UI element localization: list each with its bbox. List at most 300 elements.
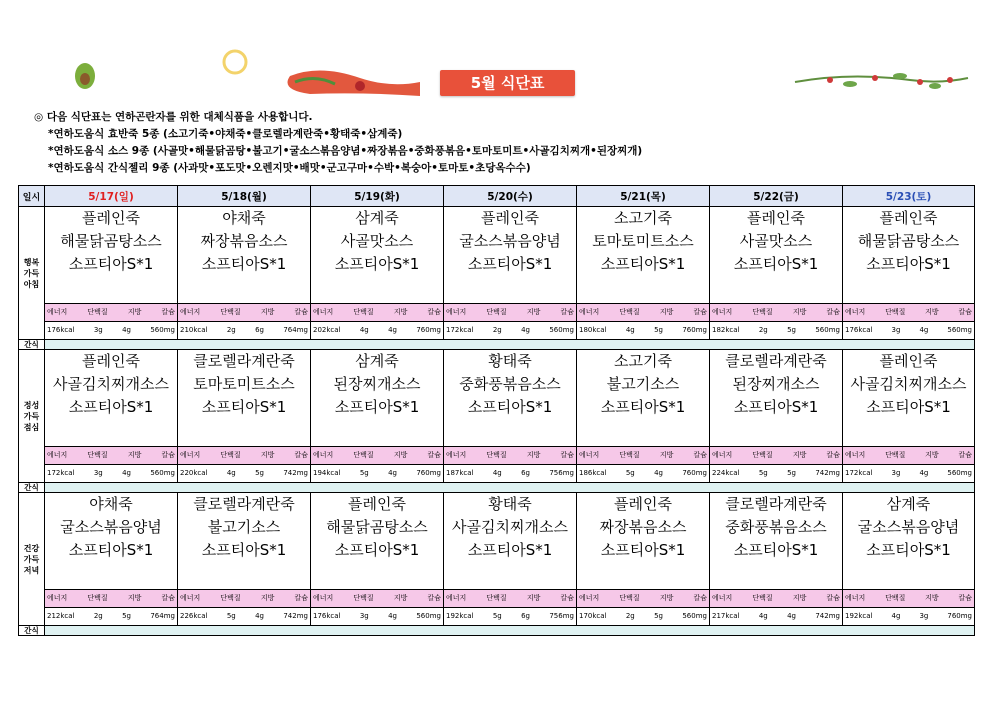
menu-item: 사골맛소스 [340, 232, 414, 250]
nutrient-value: 742mg [283, 469, 308, 477]
menu-cell [577, 493, 710, 590]
nutrient-label: 칼슘 [826, 594, 840, 602]
nutrient-header-cell [577, 590, 710, 608]
nutrient-values [311, 608, 443, 625]
nutrient-value: 2g [758, 326, 768, 334]
nutrient-value: 756mg [549, 469, 574, 477]
nutrient-label: 칼슘 [958, 594, 972, 602]
nutrient-value-cell [311, 322, 444, 340]
nutrient-values [45, 465, 177, 482]
nutrient-header-cell [45, 590, 178, 608]
nutrient-label: 에너지 [180, 594, 201, 602]
nutrient-value: 5g [492, 612, 502, 620]
nutrient-value-cell [444, 465, 577, 483]
nutrient-values [710, 322, 842, 339]
nutrient-label: 에너지 [712, 594, 733, 602]
nutrient-value-cell [311, 465, 444, 483]
nutrient-label: 칼슘 [161, 451, 175, 459]
nutrient-labels [843, 447, 974, 464]
menu-item: 토마토미트소스 [193, 375, 295, 393]
menu-item: 사골김치찌개소스 [53, 375, 169, 393]
meal-label-line: 점심 [23, 422, 40, 432]
nutrient-label: 지방 [127, 594, 142, 602]
nutrient-label: 지방 [526, 308, 541, 316]
nutrient-value: 764mg [150, 612, 175, 620]
nutrient-value: 5g [787, 326, 796, 334]
nutrient-value: 4g [919, 469, 929, 477]
nutrient-label: 에너지 [845, 308, 866, 316]
menu-cell [444, 207, 577, 304]
nutrient-value: 4g [492, 469, 502, 477]
nutrient-value: 4g [122, 326, 131, 334]
nutrient-label: 단백질 [752, 594, 773, 602]
food-decoration-left [60, 48, 420, 98]
nutrient-labels [444, 590, 576, 607]
nutrient-value: 217kcal [712, 612, 740, 620]
nutrient-value: 4g [654, 469, 663, 477]
nutrient-label: 칼슘 [427, 451, 441, 459]
nutrient-value: 6g [255, 326, 264, 334]
nutrient-label: 칼슘 [427, 594, 441, 602]
nutrient-value-row [19, 322, 975, 340]
nutrient-value: 3g [891, 469, 901, 477]
menu-item: 소고기죽 [614, 352, 672, 370]
nutrient-label: 단백질 [885, 308, 906, 316]
nutrient-label: 단백질 [353, 451, 374, 459]
nutrient-header-cell [577, 304, 710, 322]
nutrient-header-cell [444, 447, 577, 465]
nutrient-value-cell [45, 465, 178, 483]
nutrient-value: 4g [359, 326, 369, 334]
menu-cell [843, 207, 975, 304]
nutrient-value: 2g [226, 326, 236, 334]
menu-item: 플레인죽 [747, 209, 805, 227]
nutrient-value-cell [577, 322, 710, 340]
nutrient-value: 186kcal [579, 469, 607, 477]
nutrient-value: 4g [388, 612, 397, 620]
menu-cell [843, 493, 975, 590]
nutrient-label: 단백질 [619, 451, 640, 459]
nutrient-header-cell [444, 304, 577, 322]
nutrient-value: 3g [93, 469, 103, 477]
menu-cell [311, 207, 444, 304]
nutrient-value: 172kcal [446, 326, 474, 334]
menu-item: 중화풍볶음소스 [725, 518, 827, 536]
menu-item: 클로렐라계란죽 [193, 495, 295, 513]
nutrient-labels [577, 590, 709, 607]
notice-section [34, 109, 642, 177]
nutrient-value-cell [178, 465, 311, 483]
nutrient-value: 3g [359, 612, 369, 620]
nutrient-value: 560mg [416, 612, 441, 620]
nutrient-label: 에너지 [845, 451, 866, 459]
nutrient-value: 756mg [549, 612, 574, 620]
nutrient-label: 단백질 [220, 451, 241, 459]
nutrient-values [577, 322, 709, 339]
nutrient-value: 5g [625, 469, 635, 477]
menu-item: 불고기소스 [207, 518, 281, 536]
nutrient-labels [843, 304, 974, 321]
nutrient-label: 단백질 [885, 451, 906, 459]
nutrient-label: 에너지 [313, 594, 334, 602]
nutrient-value: 192kcal [845, 612, 873, 620]
meal-label-line: 가득 [23, 411, 40, 421]
date-header: 5/23(토) [843, 186, 975, 207]
nutrient-label: 단백질 [87, 594, 108, 602]
nutrient-header-cell [178, 304, 311, 322]
nutrient-label: 지방 [260, 594, 275, 602]
menu-item: 소프티아S*1 [68, 398, 154, 416]
nutrient-value: 742mg [815, 469, 840, 477]
meal-label-line: 아침 [23, 279, 40, 289]
menu-title: 5월 식단표 [440, 70, 575, 96]
notice-porridge: *연하도움식 효반죽 5종 (소고기죽•야채죽•클로렐라계란죽•황태죽•삼계죽) [48, 128, 403, 140]
menu-item: 플레인죽 [348, 495, 406, 513]
menu-item: 소프티아S*1 [866, 398, 951, 416]
meal-label [19, 350, 45, 483]
nutrient-label: 지방 [260, 451, 275, 459]
snack-row [19, 626, 975, 636]
nutrient-value: 764mg [283, 326, 308, 334]
nutrient-value: 192kcal [446, 612, 474, 620]
menu-cell [45, 493, 178, 590]
menu-item: 소프티아S*1 [467, 398, 553, 416]
nutrient-label: 에너지 [712, 308, 733, 316]
nutrient-label: 칼슘 [826, 308, 840, 316]
meal-label [19, 207, 45, 340]
menu-item: 플레인죽 [82, 209, 140, 227]
nutrient-label: 에너지 [180, 308, 201, 316]
nutrient-value: 170kcal [579, 612, 607, 620]
date-header-label: 일시 [19, 186, 45, 207]
nutrient-value-cell [710, 608, 843, 626]
nutrient-values [178, 322, 310, 339]
nutrient-labels [311, 447, 443, 464]
menu-item: 굴소스볶음양념 [857, 518, 960, 536]
nutrient-label: 단백질 [885, 594, 906, 602]
nutrient-label: 단백질 [486, 451, 507, 459]
menu-item: 해물닭곰탕소스 [857, 232, 960, 250]
menu-item: 황태죽 [488, 352, 532, 370]
nutrient-labels [444, 447, 576, 464]
snack-label: 간식 [19, 626, 45, 636]
menu-cell [710, 493, 843, 590]
nutrient-value-cell [444, 322, 577, 340]
nutrient-value-cell [577, 608, 710, 626]
menu-item: 소프티아S*1 [201, 398, 287, 416]
nutrient-label: 에너지 [47, 594, 68, 602]
nutrient-value: 182kcal [712, 326, 740, 334]
nutrient-label: 에너지 [313, 451, 334, 459]
nutrient-value: 187kcal [446, 469, 474, 477]
snack-row [19, 340, 975, 350]
nutrient-value: 742mg [815, 612, 840, 620]
nutrient-header-cell [444, 590, 577, 608]
nutrient-value: 6g [521, 469, 530, 477]
nutrient-labels [710, 304, 842, 321]
menu-item: 소프티아S*1 [334, 255, 420, 273]
notice-jelly: *연하도움식 간식젤리 9종 (사과맛•포도맛•오렌지맛•배맛•군고구마•수박•복숭아•토마토•초당옥수수) [48, 162, 531, 174]
nutrient-header-cell [178, 447, 311, 465]
nutrient-labels [710, 447, 842, 464]
meal-row [19, 350, 975, 447]
menu-item: 소프티아S*1 [334, 398, 420, 416]
nutrient-value-cell [577, 465, 710, 483]
menu-cell [577, 207, 710, 304]
nutrient-value: 5g [758, 469, 768, 477]
nutrient-label: 단백질 [353, 308, 374, 316]
menu-item: 플레인죽 [481, 209, 539, 227]
nutrient-value: 4g [758, 612, 768, 620]
date-header: 5/20(수) [444, 186, 577, 207]
snack-cell [45, 483, 975, 493]
nutrient-values [444, 608, 576, 625]
nutrient-header-cell [311, 447, 444, 465]
nutrient-value: 760mg [947, 612, 972, 620]
nutrient-value: 5g [255, 469, 264, 477]
menu-item: 클로렐라계란죽 [725, 352, 827, 370]
menu-item: 소프티아S*1 [201, 255, 287, 273]
menu-item: 불고기소스 [606, 375, 680, 393]
nutrient-labels [311, 304, 443, 321]
menu-item: 해물닭곰탕소스 [60, 232, 162, 250]
menu-item: 야채죽 [222, 209, 266, 227]
menu-cell [45, 207, 178, 304]
nutrient-label: 칼슘 [427, 308, 441, 316]
nutrient-values [311, 465, 443, 482]
nutrient-label: 칼슘 [161, 594, 175, 602]
menu-item: 클로렐라계란죽 [725, 495, 827, 513]
nutrient-header-cell [710, 590, 843, 608]
nutrient-values [444, 465, 576, 482]
nutrient-value: 220kcal [180, 469, 208, 477]
nutrient-value-cell [843, 608, 975, 626]
menu-item: 소프티아S*1 [733, 541, 819, 559]
nutrient-labels [45, 590, 177, 607]
menu-item: 황태죽 [488, 495, 532, 513]
nutrient-label: 에너지 [446, 308, 467, 316]
menu-item: 플레인죽 [879, 352, 938, 370]
nutrient-label: 에너지 [579, 308, 600, 316]
nutrient-value: 180kcal [579, 326, 607, 334]
nutrient-label: 지방 [127, 308, 142, 316]
nutrient-label: 단백질 [353, 594, 374, 602]
nutrient-header-cell [45, 447, 178, 465]
date-header: 5/17(일) [45, 186, 178, 207]
nutrient-label: 에너지 [47, 451, 68, 459]
menu-item: 소프티아S*1 [866, 541, 951, 559]
nutrient-value: 5g [654, 612, 663, 620]
menu-item: 된장찌개소스 [732, 375, 820, 393]
nutrient-labels [178, 447, 310, 464]
menu-item: 사골김치찌개소스 [850, 375, 967, 393]
nutrient-value: 3g [93, 326, 103, 334]
nutrient-values [45, 322, 177, 339]
snack-label: 간식 [19, 483, 45, 493]
snack-row [19, 483, 975, 493]
menu-cell [710, 350, 843, 447]
nutrient-value: 760mg [416, 469, 441, 477]
nutrient-label: 칼슘 [958, 308, 972, 316]
nutrient-header-cell [311, 304, 444, 322]
menu-cell [178, 207, 311, 304]
meal-label-line: 가득 [23, 268, 40, 278]
nutrient-value: 6g [521, 612, 530, 620]
nutrient-label: 에너지 [446, 451, 467, 459]
nutrient-value: 4g [787, 612, 796, 620]
nutrient-value: 210kcal [180, 326, 208, 334]
date-header: 5/21(목) [577, 186, 710, 207]
meal-row [19, 207, 975, 304]
menu-item: 소프티아S*1 [866, 255, 951, 273]
nutrient-label: 지방 [792, 594, 807, 602]
menu-item: 소프티아S*1 [68, 541, 154, 559]
date-header: 5/18(월) [178, 186, 311, 207]
nutrient-value-cell [45, 608, 178, 626]
nutrient-label: 지방 [393, 594, 408, 602]
nutrient-value: 760mg [416, 326, 441, 334]
menu-item: 사골맛소스 [739, 232, 813, 250]
nutrient-value: 2g [492, 326, 502, 334]
nutrient-values [577, 465, 709, 482]
menu-item: 소고기죽 [614, 209, 672, 227]
nutrient-value-row [19, 608, 975, 626]
menu-cell [178, 493, 311, 590]
nutrient-value: 2g [93, 612, 103, 620]
nutrient-header-row [19, 590, 975, 608]
nutrient-label: 지방 [925, 594, 939, 602]
nutrient-value: 4g [388, 326, 397, 334]
nutrient-values [843, 465, 974, 482]
nutrient-values [843, 608, 974, 625]
menu-item: 소프티아S*1 [733, 255, 819, 273]
menu-item: 굴소스볶음양념 [459, 232, 561, 250]
nutrient-values [45, 608, 177, 625]
nutrient-label: 칼슘 [294, 594, 308, 602]
nutrient-value: 3g [919, 612, 929, 620]
nutrient-header-cell [843, 304, 975, 322]
date-header: 5/22(금) [710, 186, 843, 207]
herb-decoration-right [790, 66, 970, 96]
nutrient-label: 단백질 [87, 308, 108, 316]
menu-item: 토마토미트소스 [592, 232, 694, 250]
nutrient-value: 3g [891, 326, 901, 334]
menu-item: 소프티아S*1 [334, 541, 420, 559]
meal-label-line: 정성 [23, 400, 40, 410]
menu-item: 소프티아S*1 [201, 541, 287, 559]
meal-label-line: 행복 [23, 257, 40, 267]
nutrient-label: 단백질 [220, 308, 241, 316]
menu-item: 소프티아S*1 [733, 398, 819, 416]
menu-table [18, 185, 975, 636]
menu-item: 플레인죽 [879, 209, 938, 227]
menu-item: 굴소스볶음양념 [60, 518, 162, 536]
nutrient-label: 칼슘 [161, 308, 175, 316]
nutrient-values [843, 322, 974, 339]
menu-item: 클로렐라계란죽 [193, 352, 295, 370]
nutrient-value-cell [311, 608, 444, 626]
meal-label [19, 493, 45, 626]
menu-item: 삼계죽 [355, 209, 399, 227]
nutrient-value: 4g [388, 469, 397, 477]
date-header: 5/19(화) [311, 186, 444, 207]
snack-cell [45, 626, 975, 636]
nutrient-values [577, 608, 709, 625]
nutrient-value: 560mg [150, 469, 175, 477]
nutrient-values [444, 322, 576, 339]
nutrient-value-cell [843, 322, 975, 340]
nutrient-value: 202kcal [313, 326, 341, 334]
nutrient-value: 176kcal [47, 326, 75, 334]
menu-cell [444, 350, 577, 447]
menu-item: 소프티아S*1 [600, 398, 686, 416]
nutrient-value-cell [178, 322, 311, 340]
nutrient-label: 단백질 [619, 308, 640, 316]
menu-item: 플레인죽 [82, 352, 140, 370]
nutrient-label: 에너지 [579, 594, 600, 602]
notice-intro: ◎ 다음 식단표는 연하곤란자를 위한 대체식품을 사용합니다. [34, 111, 313, 123]
nutrient-labels [577, 447, 709, 464]
nutrient-header-row [19, 304, 975, 322]
nutrient-value-cell [444, 608, 577, 626]
snack-label: 간식 [19, 340, 45, 350]
menu-item: 삼계죽 [355, 352, 399, 370]
menu-item: 소프티아S*1 [467, 255, 553, 273]
nutrient-value: 560mg [150, 326, 175, 334]
nutrient-value: 4g [891, 612, 901, 620]
nutrient-label: 에너지 [712, 451, 733, 459]
nutrient-value: 224kcal [712, 469, 740, 477]
nutrient-value-cell [843, 465, 975, 483]
menu-cell [178, 350, 311, 447]
nutrient-label: 칼슘 [560, 308, 574, 316]
nutrient-values [710, 608, 842, 625]
nutrient-header-row [19, 447, 975, 465]
menu-item: 중화풍볶음소스 [459, 375, 561, 393]
nutrient-value-cell [178, 608, 311, 626]
menu-item: 소프티아S*1 [600, 255, 686, 273]
nutrient-label: 칼슘 [294, 451, 308, 459]
nutrient-label: 지방 [659, 308, 674, 316]
meal-label-line: 저녁 [23, 565, 40, 575]
menu-cell [444, 493, 577, 590]
nutrient-value: 194kcal [313, 469, 341, 477]
nutrient-label: 에너지 [446, 594, 467, 602]
nutrient-label: 지방 [792, 308, 807, 316]
menu-item: 짜장볶음소스 [200, 232, 288, 250]
nutrient-label: 칼슘 [560, 451, 574, 459]
nutrient-label: 지방 [393, 308, 408, 316]
menu-item: 플레인죽 [614, 495, 672, 513]
nutrient-labels [843, 590, 974, 607]
nutrient-label: 에너지 [845, 594, 866, 602]
menu-item: 사골김치찌개소스 [452, 518, 568, 536]
nutrient-labels [311, 590, 443, 607]
nutrient-value: 172kcal [47, 469, 75, 477]
menu-item: 소프티아S*1 [600, 541, 686, 559]
nutrient-labels [45, 304, 177, 321]
nutrient-label: 에너지 [579, 451, 600, 459]
nutrient-header-cell [843, 447, 975, 465]
nutrient-header-cell [710, 304, 843, 322]
nutrient-value: 2g [625, 612, 635, 620]
menu-cell [45, 350, 178, 447]
snack-cell [45, 340, 975, 350]
menu-item: 삼계죽 [886, 495, 931, 513]
nutrient-values [178, 608, 310, 625]
nutrient-value: 5g [787, 469, 796, 477]
nutrient-value-cell [710, 465, 843, 483]
